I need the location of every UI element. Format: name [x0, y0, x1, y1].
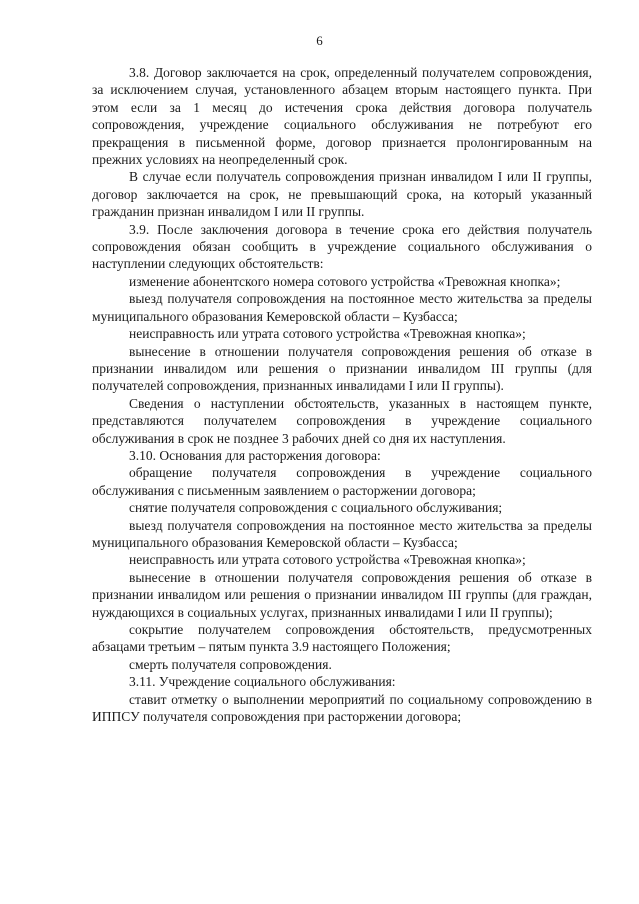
page-number: 6 [316, 33, 323, 48]
list-item: смерть получателя сопровождения. [129, 656, 332, 672]
list-item: обращение получателя сопровождения в учреждение социального обслуживания с письменным заявлением о расторжении договора; [92, 465, 592, 498]
paragraph-3-11: 3.11. Учреждение социального обслуживания: [129, 674, 396, 690]
list-item: неисправность или утрата сотового устройства «Тревожная кнопка»; [129, 552, 526, 568]
paragraph-3-10: 3.10. Основания для расторжения договора: [129, 447, 381, 463]
list-item: выезд получателя сопровождения на постоянное место жительства за пределы муниципального образования Кемеровской области – Кузбасса; [92, 517, 592, 550]
paragraph-notification-term: Сведения о наступлении обстоятельств, указанных в настоящем пункте, представляются получателем сопровождения в учреждение социального обслуживания в срок не позднее 3 рабочих дней со дня их наступления. [92, 395, 592, 446]
paragraph-3-8: 3.8. Договор заключается на срок, определенный получателем сопровождения, за исключением случая, установленного абзацем вторым настоящего пункта. При этом если за 1 месяц до истечения срока действия договора получатель сопровождения, учреждение социального обслуживания не потребуют его прекращения в письменной форме, договор признается пролонгированным на прежних условиях на неопределенный срок. [92, 65, 592, 168]
list-item: вынесение в отношении получателя сопровождения решения об отказе в признании инвалидом или решения о признании инвалидом III группы (для граждан, нуждающихся в социальных услугах, признанных инвалидами I или II группы); [92, 569, 592, 620]
list-item: неисправность или утрата сотового устройства «Тревожная кнопка»; [129, 326, 526, 342]
list-item: выезд получателя сопровождения на постоянное место жительства за пределы муниципального образования Кемеровской области – Кузбасса; [92, 291, 592, 324]
paragraph-3-8-disability: В случае если получатель сопровождения признан инвалидом I или II группы, договор заключается на срок, не превышающий срока, на который указанный гражданин признан инвалидом I или II группы. [92, 169, 592, 220]
list-item: снятие получателя сопровождения с социального обслуживания; [129, 500, 503, 516]
list-item: ставит отметку о выполнении мероприятий по социальному сопровождению в ИППСУ получателя сопровождения при расторжении договора; [92, 691, 592, 725]
list-item: вынесение в отношении получателя сопровождения решения об отказе в признании инвалидом или решения о признании инвалидом III группы (для получателей сопровождения, признанных инвалидами I или II группы). [92, 343, 592, 394]
list-item: сокрытие получателем сопровождения обстоятельств, предусмотренных абзацами третьим – пятым пункта 3.9 настоящего Положения; [92, 622, 592, 655]
list-item: изменение абонентского номера сотового устройства «Тревожная кнопка»; [129, 273, 561, 289]
document-body [92, 64, 592, 725]
paragraph-3-9: 3.9. После заключения договора в течение срока его действия получатель сопровождения обязан сообщить в учреждение социального обслуживания о наступлении следующих обстоятельств: [92, 221, 592, 272]
